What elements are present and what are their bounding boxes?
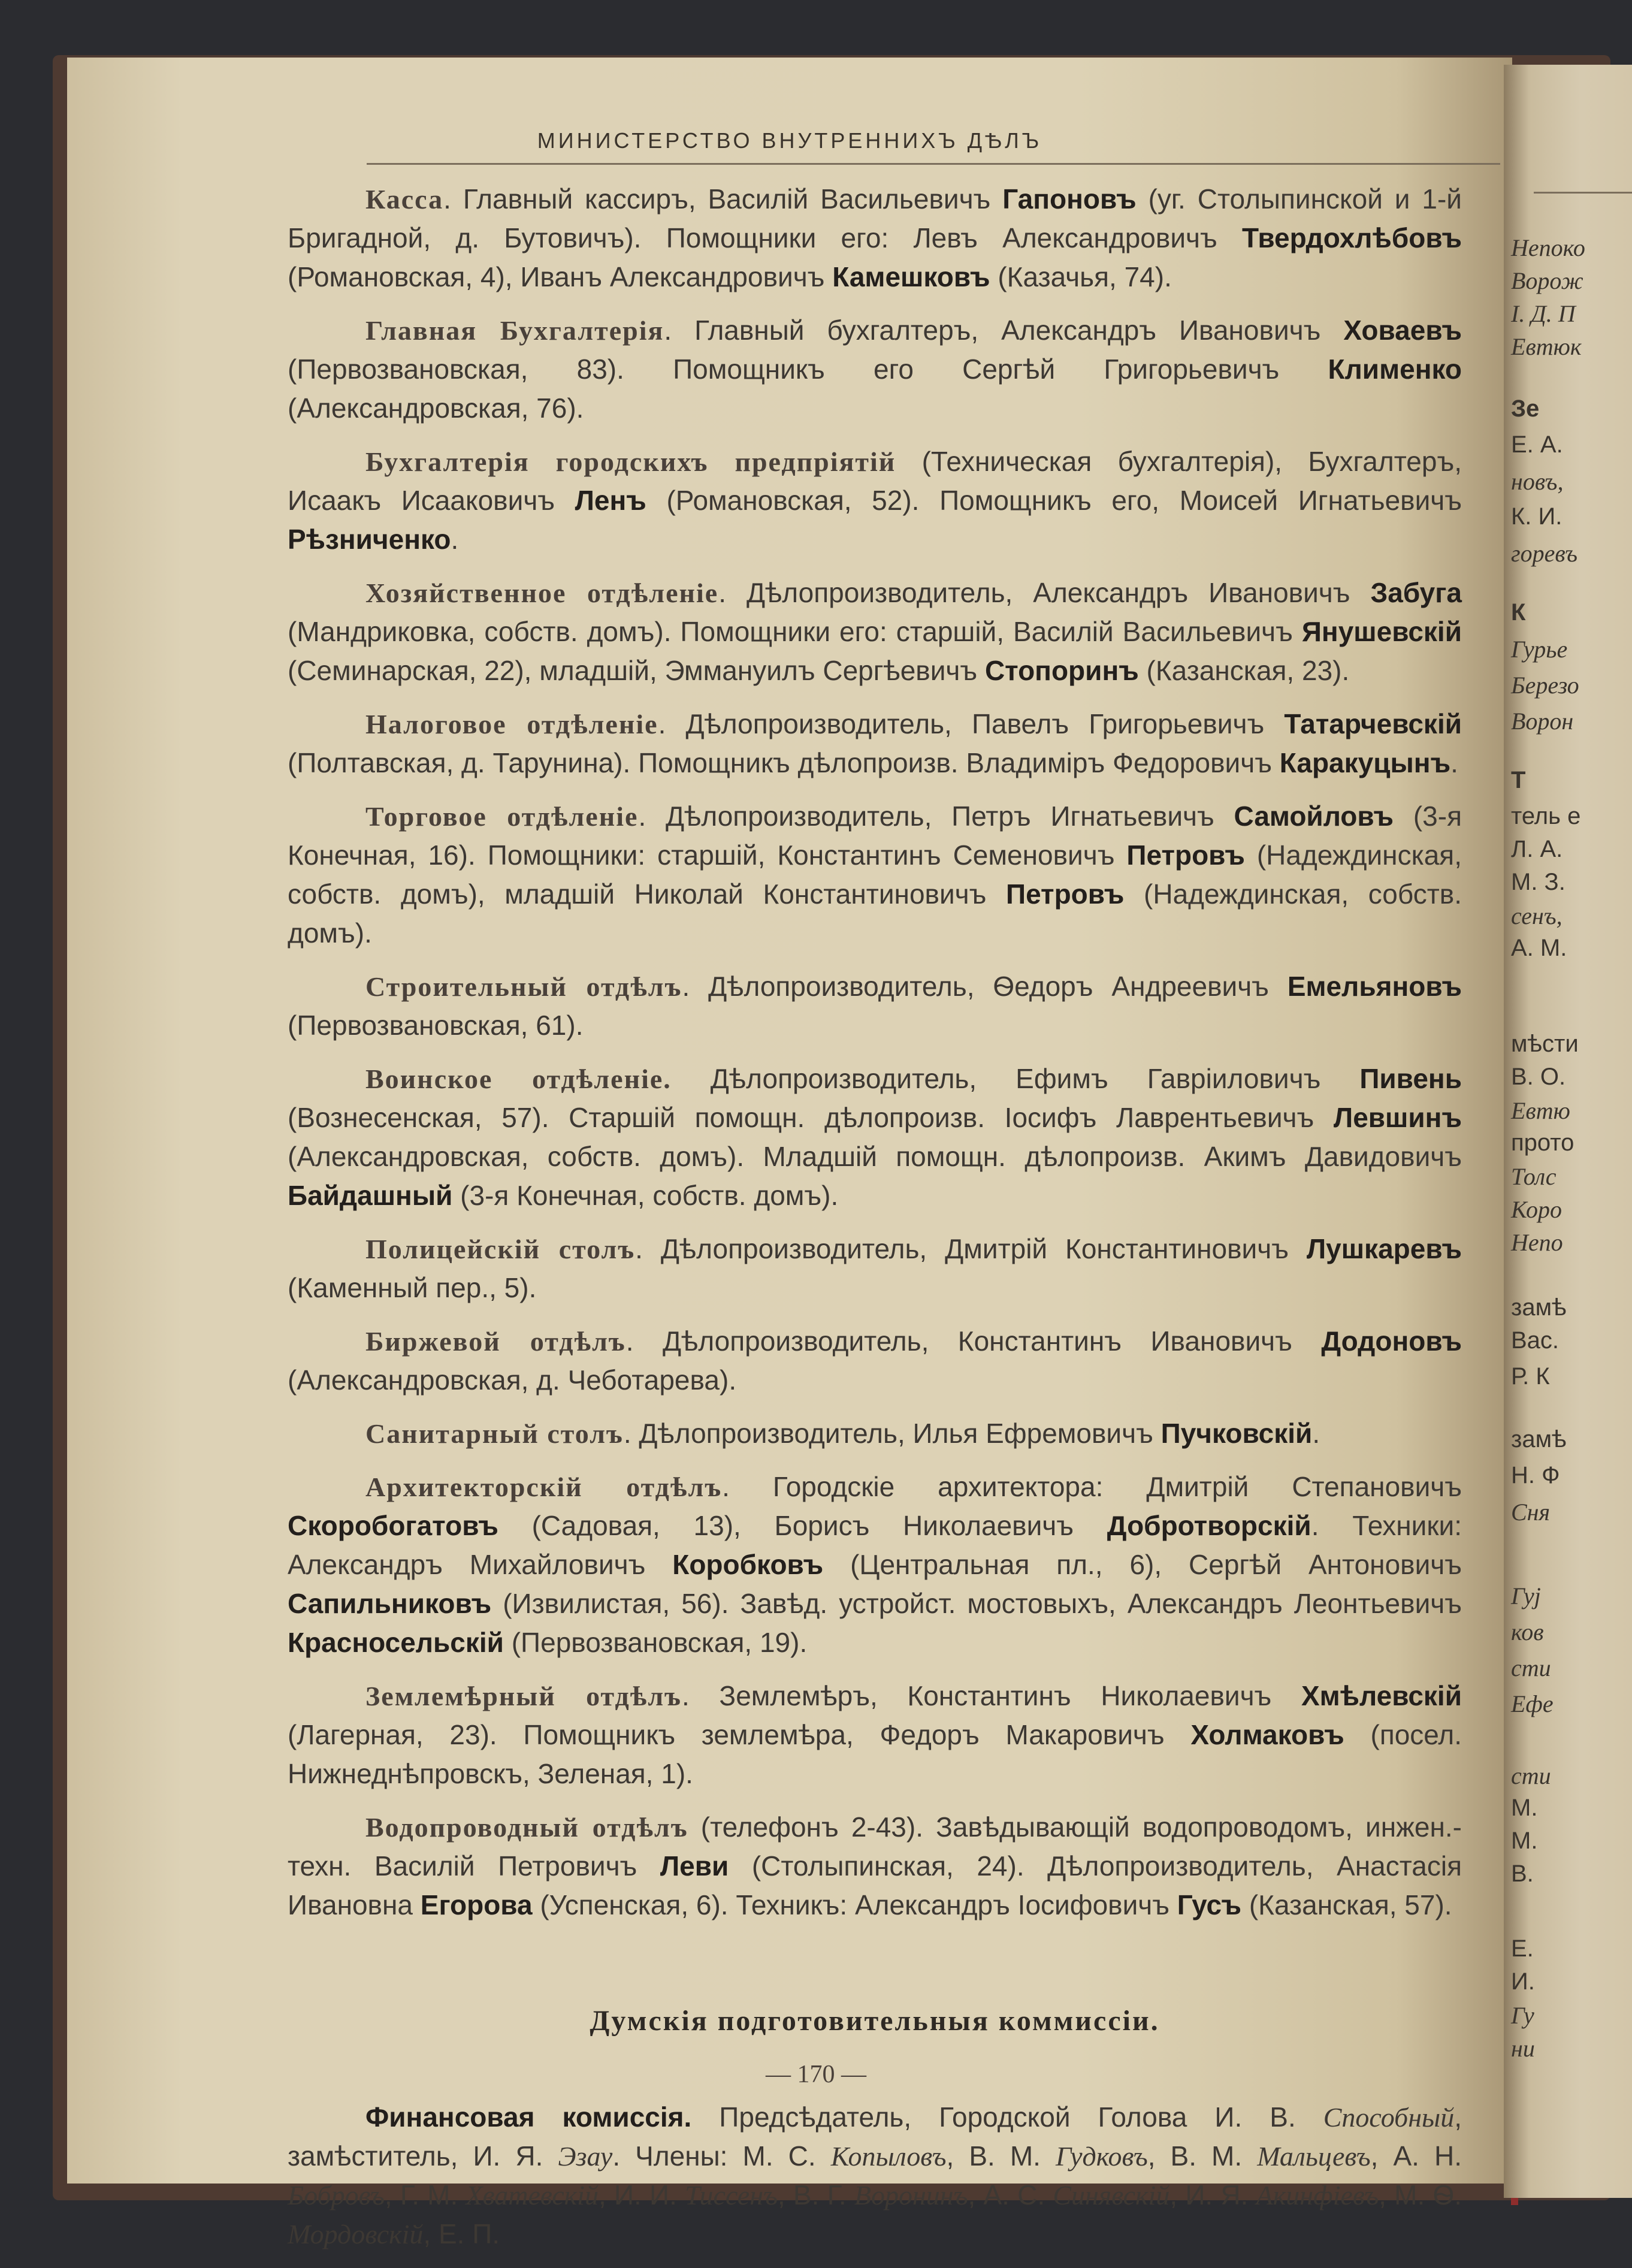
right-page-line: Непоко: [1511, 234, 1585, 261]
entry-nalogovoe: [288, 705, 1462, 783]
page-content: [288, 180, 1462, 2268]
right-page-line: замѣ: [1511, 1426, 1567, 1452]
section-title: Архитекторскій отдѣлъ: [365, 1472, 723, 1502]
person-name: Додоновъ: [1321, 1325, 1462, 1357]
right-page-line: В.: [1511, 1861, 1534, 1887]
page-number: — 170 —: [766, 2061, 866, 2088]
entry-torgovoe: [288, 797, 1462, 953]
right-page-line: сти: [1511, 1654, 1551, 1681]
right-page-line: И.: [1511, 1968, 1535, 1995]
person-name: Гусъ: [1177, 1889, 1242, 1920]
entry-text: (Первозвановская, 61).: [288, 1010, 584, 1041]
member-name: Мальцевъ: [1257, 2141, 1371, 2172]
entry-text: Дѣлопроизводитель, Ефимъ Гавріиловичъ: [671, 1063, 1360, 1094]
person-name: Камешковъ: [832, 261, 990, 292]
entry-text: (Романовская, 4), Иванъ Александровичъ: [288, 261, 833, 292]
entry-birzhevoy: [288, 1322, 1462, 1400]
entry-text: . Городскіе архитектора: Дмитрій Степановичъ: [722, 1471, 1462, 1502]
section-title: Воинское отдѣленіе.: [365, 1064, 672, 1094]
person-name: Леви: [660, 1850, 729, 1882]
entry-text: . Техники: Александръ Михайловичъ: [288, 1510, 1462, 1580]
member-name: Мордовскій: [288, 2219, 424, 2249]
right-page-line: К. И.: [1511, 503, 1563, 530]
person-name: Ленъ: [575, 485, 646, 516]
section-title: Строительный отдѣлъ: [365, 971, 682, 1002]
person-name: Самойловъ: [1234, 801, 1394, 832]
entry-text: (Семинарская, 22), младшій, Эммануилъ Сергѣевичъ: [288, 655, 985, 686]
section-title: Водопроводный отдѣлъ: [365, 1812, 688, 1843]
person-name: Твердохлѣбовъ: [1241, 222, 1462, 253]
right-page-line: Ефе: [1511, 1690, 1554, 1717]
right-page-line: Е. А.: [1511, 431, 1563, 458]
running-head: МИНИСТЕРСТВО ВНУТРЕННИХЪ ДѢЛЪ: [537, 128, 1042, 153]
right-page-line: М.: [1511, 1828, 1538, 1854]
right-page-line: сенъ,: [1511, 902, 1563, 929]
member-name: Хватевскій: [466, 2180, 599, 2210]
entry-text: (Полтавская, д. Тарунина). Помощникъ дѣлопроизв. Владиміръ Федоровичъ: [288, 747, 1280, 778]
entry-voinskoe: [288, 1059, 1462, 1215]
person-name: Гапоновъ: [1002, 183, 1137, 215]
entry-text: (Извилистая, 56). Завѣд. устройст. мостовыхъ, Александръ Леонтьевичъ: [491, 1588, 1462, 1619]
entry-text: (Александровская, собств. домъ). Младшій помощн. дѣлопроизв. Акимъ Давидовичъ: [288, 1141, 1462, 1172]
entry-policeiskiy: [288, 1230, 1462, 1307]
entry-text: (Лагерная, 23). Помощникъ землемѣра, Федоръ Макаровичъ: [288, 1719, 1191, 1750]
entry-text: , В. Г.: [777, 2179, 854, 2210]
entry-text: (посел. Нижнеднѣпровскъ, Зеленая, 1).: [288, 1719, 1462, 1789]
right-page-line: горевъ: [1511, 540, 1577, 567]
section-title: Касса: [365, 184, 444, 215]
right-page-line: Евтюк: [1511, 333, 1582, 360]
section-title: Главная Бухгалтерія: [365, 315, 664, 346]
section-title: Финансовая комиссія.: [365, 2101, 692, 2133]
entry-text: , А. С.: [968, 2179, 1053, 2210]
person-name: Забуга: [1370, 577, 1462, 608]
person-name: Пучковскій: [1160, 1418, 1313, 1449]
section-title: Биржевой отдѣлъ: [365, 1326, 626, 1357]
entry-arhitektorskiy: [288, 1467, 1462, 1662]
person-name: Пивень: [1359, 1063, 1462, 1094]
person-name: Коробковъ: [672, 1549, 824, 1580]
entry-text: . Члены: М. С.: [612, 2140, 831, 2172]
entry-text: , Е. П.: [423, 2218, 500, 2249]
person-name: Скоробогатовъ: [288, 1510, 498, 1541]
entry-text: .: [451, 524, 459, 555]
entry-text: (Надеждинская, собств. домъ).: [288, 878, 1462, 949]
entry-text: (Первозвановская, 19).: [503, 1627, 808, 1658]
entry-gorod-predpriyatiy: [288, 442, 1462, 559]
right-page-line: прото: [1511, 1130, 1574, 1156]
entry-text: (Успенская, 6). Техникъ: Александръ Іосифовичъ: [532, 1889, 1177, 1920]
right-page-line: тель е: [1511, 803, 1581, 829]
right-page-line: Н. Ф: [1511, 1462, 1560, 1488]
entry-text: (Садовая, 13), Борисъ Николаевичъ: [498, 1510, 1107, 1541]
section-title: Налоговое отдѣленіе: [365, 709, 658, 739]
member-name: Эзау: [558, 2141, 613, 2172]
right-page-line: ни: [1511, 2035, 1535, 2062]
entry-text: (Александровская, д. Чеботарева).: [288, 1364, 737, 1396]
person-name: Петровъ: [1006, 878, 1125, 910]
right-page-line: І. Д. П: [1511, 300, 1576, 327]
right-page-line: Гурье: [1511, 636, 1568, 663]
section-title: Хозяйственное отдѣленіе: [365, 578, 719, 608]
entry-text: .: [1450, 747, 1458, 778]
entry-text: (Романовская, 52). Помощникъ его, Моисей Игнатьевичъ: [646, 485, 1462, 516]
right-page-line: Ворож: [1511, 267, 1583, 294]
right-page-line: Толс: [1511, 1163, 1557, 1190]
member-name: Способный: [1323, 2102, 1455, 2133]
entry-text: . Дѣлопроизводитель, Павелъ Григорьевичъ: [658, 708, 1285, 739]
entry-text: , И. Я.: [1169, 2179, 1256, 2210]
entry-text: (Центральная пл., 6), Сергѣй Антоновичъ: [823, 1549, 1462, 1580]
header-rule: [367, 163, 1500, 165]
right-page-line: Сня: [1511, 1499, 1551, 1526]
entry-zemlemerny: [288, 1677, 1462, 1793]
right-page-line: В. О.: [1511, 1064, 1566, 1090]
right-page-line: Гу: [1511, 2002, 1534, 2029]
entry-text: (3-я Конечная, 16). Помощники: старшій, Константинъ Семеновичъ: [288, 801, 1462, 871]
person-name: Сапильниковъ: [288, 1588, 492, 1619]
right-page-line: А. М.: [1511, 935, 1567, 961]
entry-sanitarny: [288, 1414, 1462, 1453]
right-page-line: М. З.: [1511, 869, 1565, 895]
entry-text: (Казанская, 57).: [1241, 1889, 1452, 1920]
right-page-line: Непо: [1511, 1229, 1563, 1256]
entry-text: (3-я Конечная, собств. домъ).: [452, 1180, 839, 1211]
right-page-line: Т: [1511, 767, 1526, 793]
person-name: Лушкаревъ: [1306, 1233, 1462, 1264]
section-title: Санитарный столъ: [365, 1418, 624, 1449]
entry-text: . Дѣлопроизводитель, Ѳедоръ Андреевичъ: [682, 971, 1288, 1002]
person-name: Каракуцынъ: [1279, 747, 1451, 778]
person-name: Холмаковъ: [1190, 1719, 1344, 1750]
right-page-line: М.: [1511, 1795, 1538, 1821]
entry-text: , замѣститель, И. Я.: [288, 2101, 1462, 2172]
entry-khozyaistvennoe: [288, 573, 1462, 690]
section-heading: Думскія подготовительныя коммиссіи.: [590, 2005, 1160, 2037]
entry-text: . Дѣлопроизводитель, Илья Ефремовичъ: [623, 1418, 1161, 1449]
entry-finansovaya: [288, 2098, 1462, 2254]
entry-text: (Казачья, 74).: [990, 261, 1172, 292]
entry-text: (Надеждинская, собств. домъ), младшій Николай Константиновичъ: [288, 839, 1462, 910]
right-page-line: ков: [1511, 1618, 1544, 1645]
right-page-line: Е.: [1511, 1935, 1534, 1962]
right-page-line: Коро: [1511, 1196, 1563, 1223]
entry-text: , И. И.: [598, 2179, 685, 2210]
person-name: Хмѣлевскій: [1301, 1680, 1462, 1711]
entry-text: . Дѣлопроизводитель, Петръ Игнатьевичъ: [638, 801, 1234, 832]
right-page-line: замѣ: [1511, 1294, 1567, 1321]
member-name: Тиссенъ: [685, 2180, 778, 2210]
right-page-header-rule: [1534, 192, 1632, 194]
entry-vodoprovodny: [288, 1808, 1462, 1925]
person-name: Левшинъ: [1333, 1102, 1462, 1133]
section-title: Землемѣрный отдѣлъ: [365, 1681, 682, 1711]
entry-text: (Мандриковка, собств. домъ). Помощники его: старшій, Василій Васильевичъ: [288, 616, 1302, 647]
entry-text: , В. М.: [1147, 2140, 1258, 2172]
right-page-line: Гуј: [1511, 1583, 1541, 1609]
right-page-line: Вас.: [1511, 1327, 1560, 1354]
right-page-line: Евтю: [1511, 1097, 1570, 1124]
entry-text: . Дѣлопроизводитель, Дмитрій Константиновичъ: [635, 1233, 1307, 1264]
entry-text: .: [1312, 1418, 1320, 1449]
entry-text: . Дѣлопроизводитель, Александръ Ивановичъ: [718, 577, 1371, 608]
entry-text: (Вознесенская, 57). Старшій помощн. дѣлопроизв. Іосифъ Лаврентьевичъ: [288, 1102, 1334, 1133]
entry-text: , М. Ѳ.: [1379, 2179, 1462, 2210]
entry-stroitelny: [288, 967, 1462, 1045]
member-name: Копыловъ: [830, 2141, 947, 2172]
entry-text: (Техническая бухгалтерія), Бухгалтеръ, Исаакъ Исааковичъ: [288, 446, 1462, 516]
right-page-line: Березо: [1511, 672, 1579, 699]
section-title: Полицейскій столъ: [365, 1234, 636, 1264]
entry-text: (Александровская, 76).: [288, 392, 584, 424]
person-name: Байдашный: [288, 1180, 453, 1211]
entry-text: , В. М.: [946, 2140, 1056, 2172]
entry-text: Предсѣдатель, Городской Голова И. В.: [691, 2101, 1323, 2133]
entry-text: . Дѣлопроизводитель, Константинъ Ивановичъ: [625, 1325, 1322, 1357]
member-name: Гудковъ: [1055, 2141, 1148, 2172]
person-name: Янушевскій: [1301, 616, 1462, 647]
entry-text: (Каменный пер., 5).: [288, 1272, 537, 1303]
person-name: Добротворскій: [1107, 1510, 1311, 1541]
right-page-line: мѣсти: [1511, 1031, 1579, 1057]
right-page-line: К: [1511, 599, 1526, 626]
person-name: Красносельскій: [288, 1627, 504, 1658]
entry-text: (уг. Столыпинской и 1-й Бригадной, д. Бутовичъ). Помощники его: Левъ Александровичъ: [288, 183, 1462, 253]
member-name: Акинфіевъ: [1256, 2180, 1379, 2210]
entry-text: (Казанская, 23).: [1138, 655, 1350, 686]
right-page-line: Ворон: [1511, 708, 1574, 735]
person-name: Рѣзниченко: [288, 524, 451, 555]
person-name: Егорова: [420, 1889, 533, 1920]
person-name: Емельяновъ: [1287, 971, 1462, 1002]
person-name: Татарчевскій: [1284, 708, 1462, 739]
right-page-line: Р. К: [1511, 1363, 1550, 1390]
entry-kassa: [288, 180, 1462, 297]
entry-text: . Главный бухгалтеръ, Александръ Ивановичъ: [664, 315, 1344, 346]
person-name: Стопоринъ: [984, 655, 1139, 686]
member-name: Бобровъ: [288, 2180, 385, 2210]
right-page-line: новъ,: [1511, 468, 1564, 495]
person-name: Клименко: [1328, 354, 1462, 385]
member-name: Синявскій: [1053, 2180, 1170, 2210]
entry-text: (Первозвановская, 83). Помощникъ его Сергѣй Григорьевичъ: [288, 354, 1328, 385]
right-page-line: сти: [1511, 1762, 1551, 1789]
entry-text: . Землемѣръ, Константинъ Николаевичъ: [681, 1680, 1301, 1711]
entry-text: , Г. М.: [384, 2179, 466, 2210]
entry-text: (телефонъ 2-43). Завѣдывающій водопроводомъ, инжен.-техн. Василій Петровичъ: [288, 1811, 1462, 1882]
section-title: Торговое отдѣленіе: [365, 801, 639, 832]
entry-text: (Столыпинская, 24). Дѣлопроизводитель, Анастасія Ивановна: [288, 1850, 1462, 1920]
person-name: Петровъ: [1126, 839, 1245, 871]
person-name: Ховаевъ: [1343, 315, 1462, 346]
section-title: Бухгалтерія городскихъ предпріятій: [365, 446, 896, 477]
member-name: Воронинъ: [854, 2180, 968, 2210]
entry-text: , А. Н.: [1370, 2140, 1462, 2172]
right-page-line: Л. А.: [1511, 836, 1563, 862]
right-page-line: Зе: [1511, 395, 1540, 422]
entry-bukhgalteria: [288, 311, 1462, 428]
entry-text: . Главный кассиръ, Василій Васильевичъ: [443, 183, 1003, 215]
